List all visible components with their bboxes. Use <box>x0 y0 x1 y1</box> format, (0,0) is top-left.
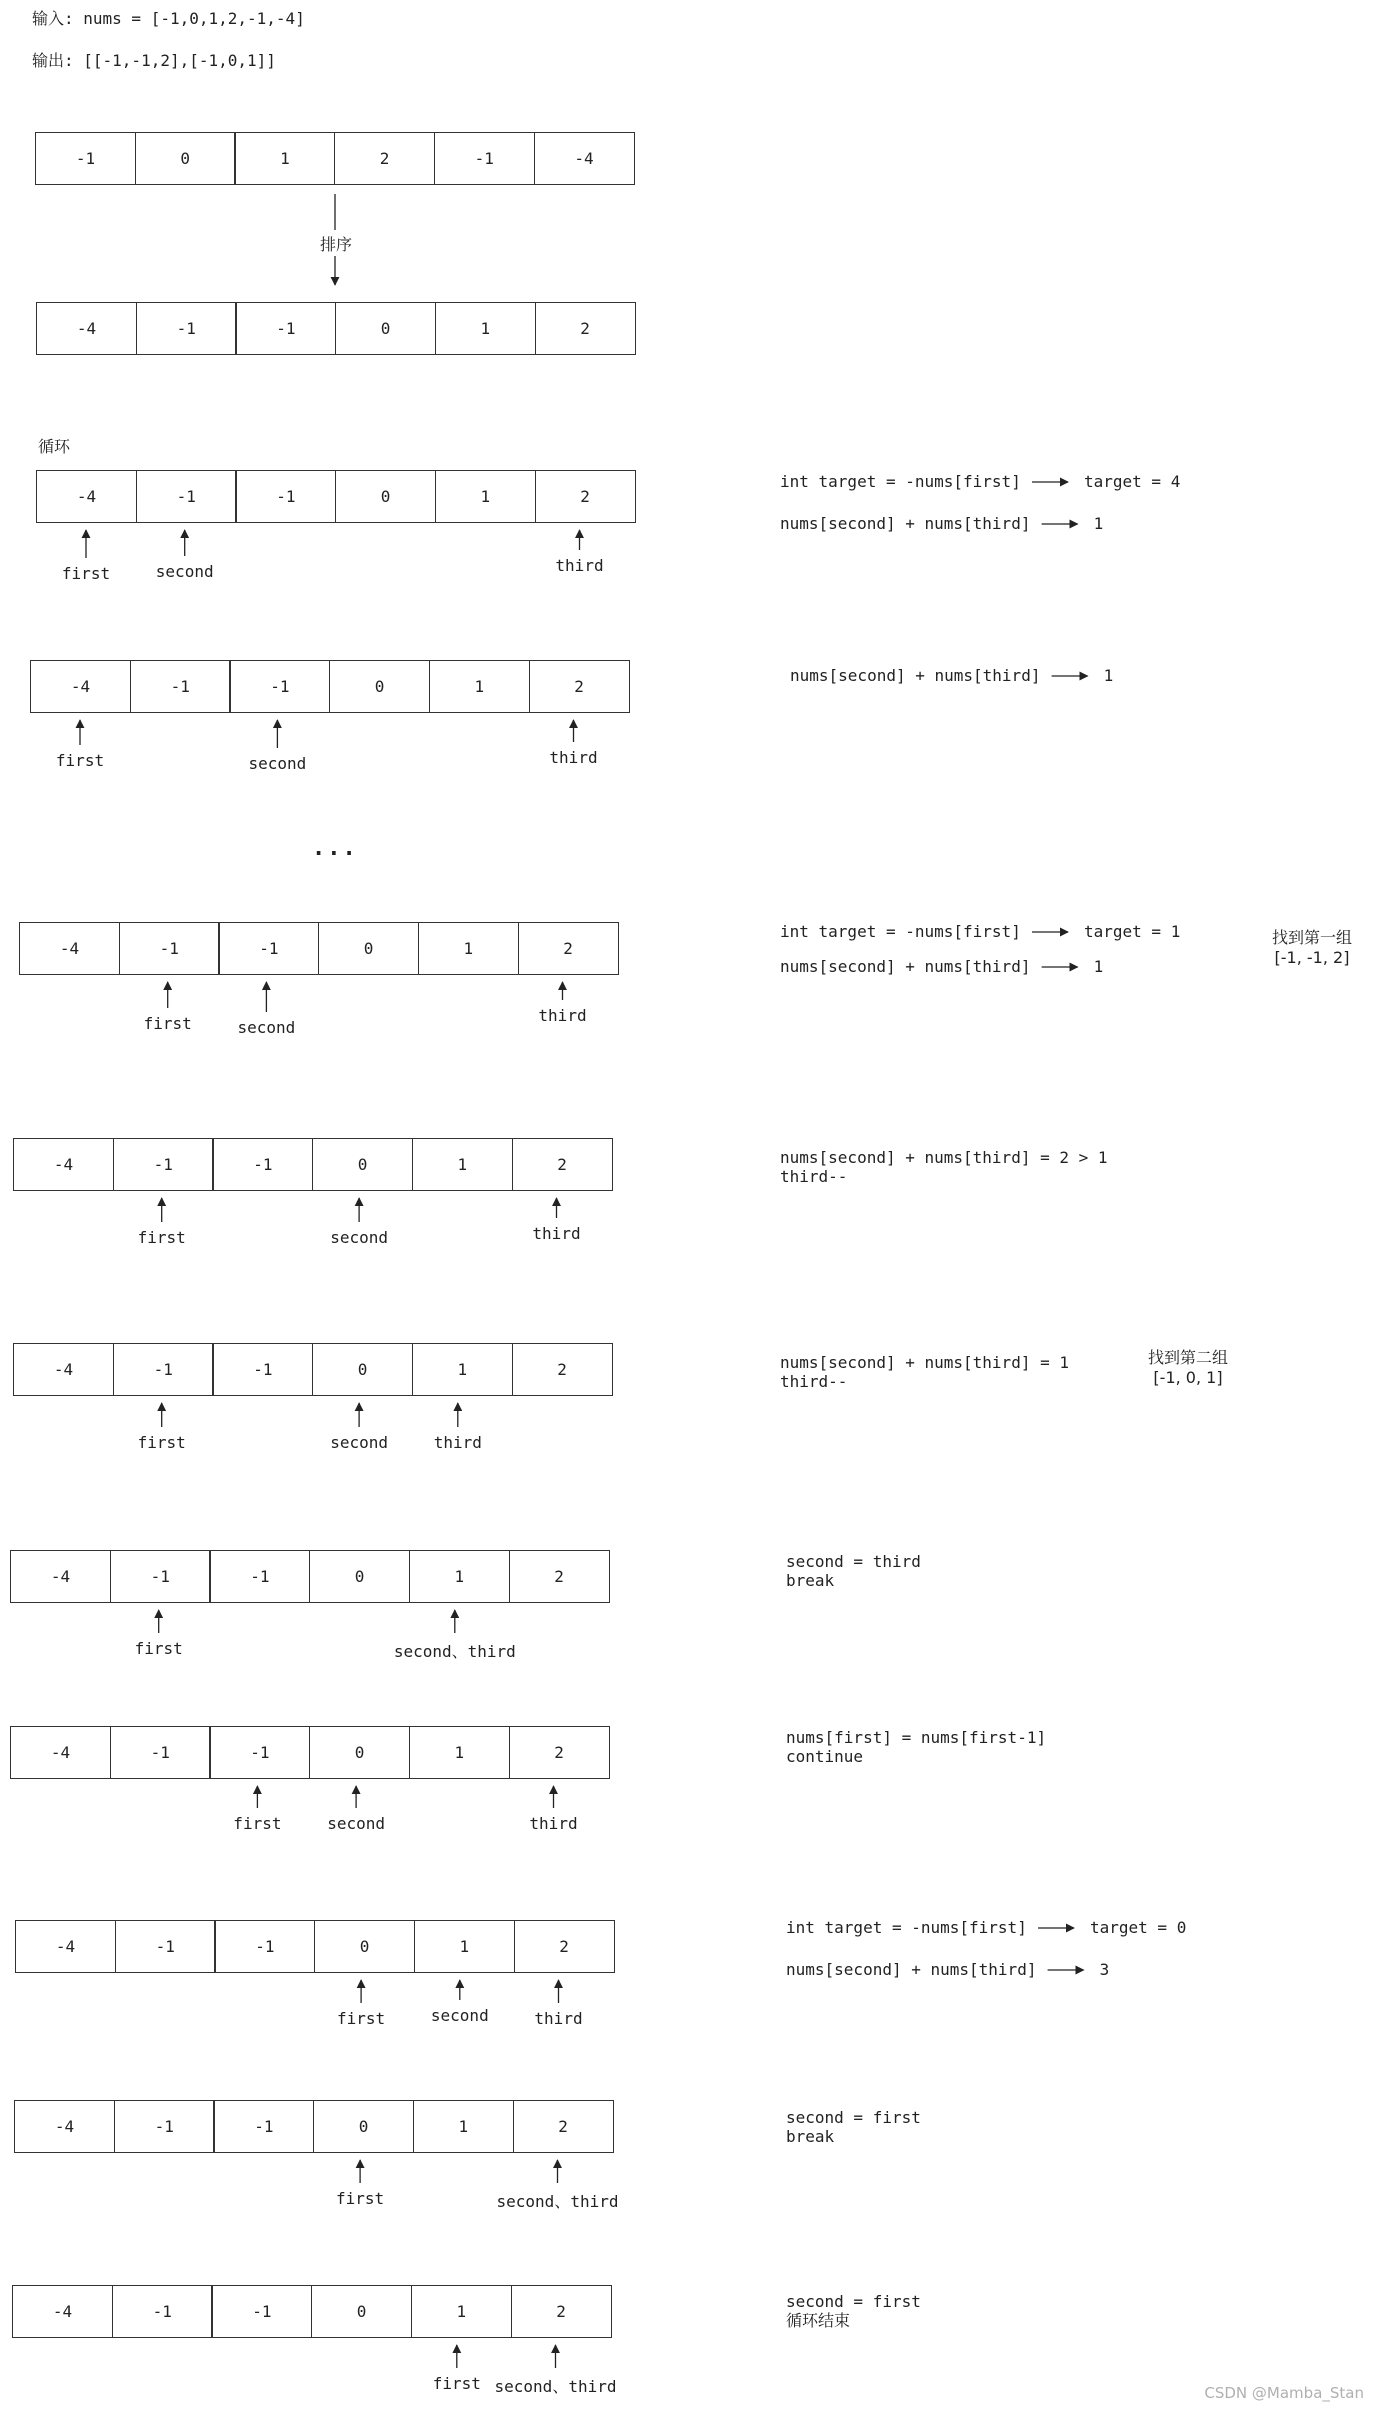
array-cell: 0 <box>318 922 419 975</box>
array-cell: 2 <box>512 1343 613 1396</box>
array-cell: 1 <box>409 1726 510 1779</box>
pointer-label: first <box>336 2189 385 2208</box>
pointer-label: first <box>143 1014 192 1033</box>
pointer-label: third <box>555 556 604 575</box>
array-cell: -4 <box>14 2100 115 2153</box>
array-cell: -1 <box>110 1726 211 1779</box>
array-cell: 1 <box>412 1343 513 1396</box>
note-result: target = 1 <box>1084 922 1181 941</box>
note-expression: int target = -nums[first] <box>780 922 1021 941</box>
array-cell: 1 <box>409 1550 510 1603</box>
pointer-label: third <box>433 1433 482 1452</box>
array-cell: -1 <box>218 922 319 975</box>
pointer-label: third <box>549 748 598 767</box>
pointer-label: third <box>534 2009 583 2028</box>
array-cell: -4 <box>19 922 120 975</box>
array-cell: 0 <box>314 1920 415 1973</box>
array-cell: -1 <box>119 922 220 975</box>
array-cell: 0 <box>311 2285 412 2338</box>
array-cell: 1 <box>234 132 335 185</box>
pointer-label: first <box>337 2009 386 2028</box>
pointer-label: first <box>134 1639 183 1658</box>
pointer-label: first <box>233 1814 282 1833</box>
array-cell: -4 <box>36 302 137 355</box>
pointer-label: third <box>538 1006 587 1025</box>
note-expression: int target = -nums[first] <box>786 1918 1027 1937</box>
array-cell: 1 <box>418 922 519 975</box>
array-cell: 0 <box>309 1550 410 1603</box>
note-result: target = 0 <box>1090 1918 1187 1937</box>
array-cell: 1 <box>412 1138 513 1191</box>
array-cell: -1 <box>213 2100 314 2153</box>
pointer-label: first <box>137 1433 186 1452</box>
array-cell: 2 <box>512 1138 613 1191</box>
array-cell: 1 <box>414 1920 515 1973</box>
array-cell: 1 <box>429 660 530 713</box>
array-cell: 0 <box>329 660 430 713</box>
array-cell: -4 <box>36 470 137 523</box>
array-cell: 0 <box>135 132 236 185</box>
array-cell: -4 <box>30 660 131 713</box>
sort-label: 排序 <box>320 235 353 254</box>
array-cell: 0 <box>309 1726 410 1779</box>
array-cell: -4 <box>13 1343 114 1396</box>
array-cell: -4 <box>15 1920 116 1973</box>
found-triplet-annotation: 找到第一组 [-1, -1, 2] <box>1271 928 1353 967</box>
array-cell: 2 <box>518 922 619 975</box>
array-cell: -1 <box>136 470 237 523</box>
step-note: nums[first] = nums[first-1] continue <box>786 1728 1047 1767</box>
array-cell: -1 <box>229 660 330 713</box>
note-expression: nums[second] + nums[third] <box>786 1960 1037 1979</box>
array-cell: 1 <box>413 2100 514 2153</box>
array-cell: -4 <box>10 1550 111 1603</box>
note-result: target = 4 <box>1084 472 1181 491</box>
step-note: second = third break <box>786 1552 921 1591</box>
array-cell: -1 <box>113 1138 214 1191</box>
array-cell: 1 <box>435 470 536 523</box>
pointer-label: first <box>432 2374 481 2393</box>
array-cell: 2 <box>334 132 435 185</box>
pointer-label: second <box>430 2006 489 2025</box>
note-result: 3 <box>1099 1960 1110 1979</box>
array-cell: -4 <box>10 1726 111 1779</box>
array-cell: -1 <box>209 1726 310 1779</box>
array-cell: -1 <box>209 1550 310 1603</box>
array-cell: 2 <box>535 470 636 523</box>
pointer-label: second <box>237 1018 296 1037</box>
note-result: 1 <box>1093 514 1104 533</box>
array-cell: -1 <box>112 2285 213 2338</box>
array-cell: 0 <box>313 2100 414 2153</box>
output-line: 输出: [[-1,-1,2],[-1,0,1]] <box>32 51 276 70</box>
note-result: 1 <box>1103 666 1114 685</box>
array-cell: 0 <box>312 1343 413 1396</box>
array-cell: -1 <box>434 132 535 185</box>
note-result: 1 <box>1093 957 1104 976</box>
array-cell: 2 <box>529 660 630 713</box>
array-cell: -1 <box>114 2100 215 2153</box>
pointer-label: third <box>529 1814 578 1833</box>
array-cell: -1 <box>136 302 237 355</box>
array-cell: -1 <box>35 132 136 185</box>
note-expression: nums[second] + nums[third] <box>780 957 1031 976</box>
found-triplet-annotation: 找到第二组 [-1, 0, 1] <box>1147 1348 1229 1387</box>
array-cell: 0 <box>335 470 436 523</box>
pointer-label: first <box>61 564 111 583</box>
array-cell: -1 <box>212 1343 313 1396</box>
pointer-label: second、third <box>494 2377 617 2396</box>
array-cell: 2 <box>509 1726 610 1779</box>
step-note: nums[second] + nums[third] = 1 third-- <box>780 1353 1069 1392</box>
array-cell: 1 <box>411 2285 512 2338</box>
array-cell: 1 <box>435 302 536 355</box>
array-cell: -1 <box>235 470 336 523</box>
step-note: nums[second] + nums[third] = 2 > 1 third-- <box>780 1148 1108 1187</box>
array-cell: -1 <box>214 1920 315 1973</box>
array-cell: -1 <box>212 1138 313 1191</box>
array-cell: -1 <box>115 1920 216 1973</box>
array-cell: -1 <box>110 1550 211 1603</box>
note-expression: int target = -nums[first] <box>780 472 1021 491</box>
pointer-label: second、third <box>496 2192 619 2211</box>
array-cell: -1 <box>113 1343 214 1396</box>
step-note: second = first break <box>786 2108 921 2147</box>
array-cell: 0 <box>335 302 436 355</box>
array-cell: -1 <box>130 660 231 713</box>
watermark: CSDN @Mamba_Stan <box>1204 2384 1364 2402</box>
array-cell: -4 <box>13 1138 114 1191</box>
array-cell: -4 <box>12 2285 113 2338</box>
array-cell: -1 <box>211 2285 312 2338</box>
array-cell: -1 <box>235 302 336 355</box>
pointer-label: first <box>55 751 105 770</box>
pointer-label: second <box>330 1228 388 1247</box>
array-cell: 2 <box>511 2285 612 2338</box>
pointer-label: second <box>330 1433 388 1452</box>
array-cell: 2 <box>514 1920 615 1973</box>
array-cell: 2 <box>513 2100 614 2153</box>
array-cell: 0 <box>312 1138 413 1191</box>
pointer-label: second <box>155 562 214 581</box>
pointer-label: first <box>137 1228 186 1247</box>
step-note: second = first 循环结束 <box>786 2292 921 2331</box>
note-expression: nums[second] + nums[third] <box>790 666 1041 685</box>
array-cell: -4 <box>534 132 635 185</box>
array-cell: 2 <box>509 1550 610 1603</box>
array-cell: 2 <box>535 302 636 355</box>
ellipsis: ... <box>312 836 358 861</box>
input-line: 输入: nums = [-1,0,1,2,-1,-4] <box>32 9 305 28</box>
pointer-label: second、third <box>393 1642 516 1661</box>
note-expression: nums[second] + nums[third] <box>780 514 1031 533</box>
loop-label: 循环 <box>38 437 71 456</box>
pointer-label: second <box>327 1814 385 1833</box>
pointer-label: second <box>248 754 307 773</box>
pointer-label: third <box>532 1224 581 1243</box>
